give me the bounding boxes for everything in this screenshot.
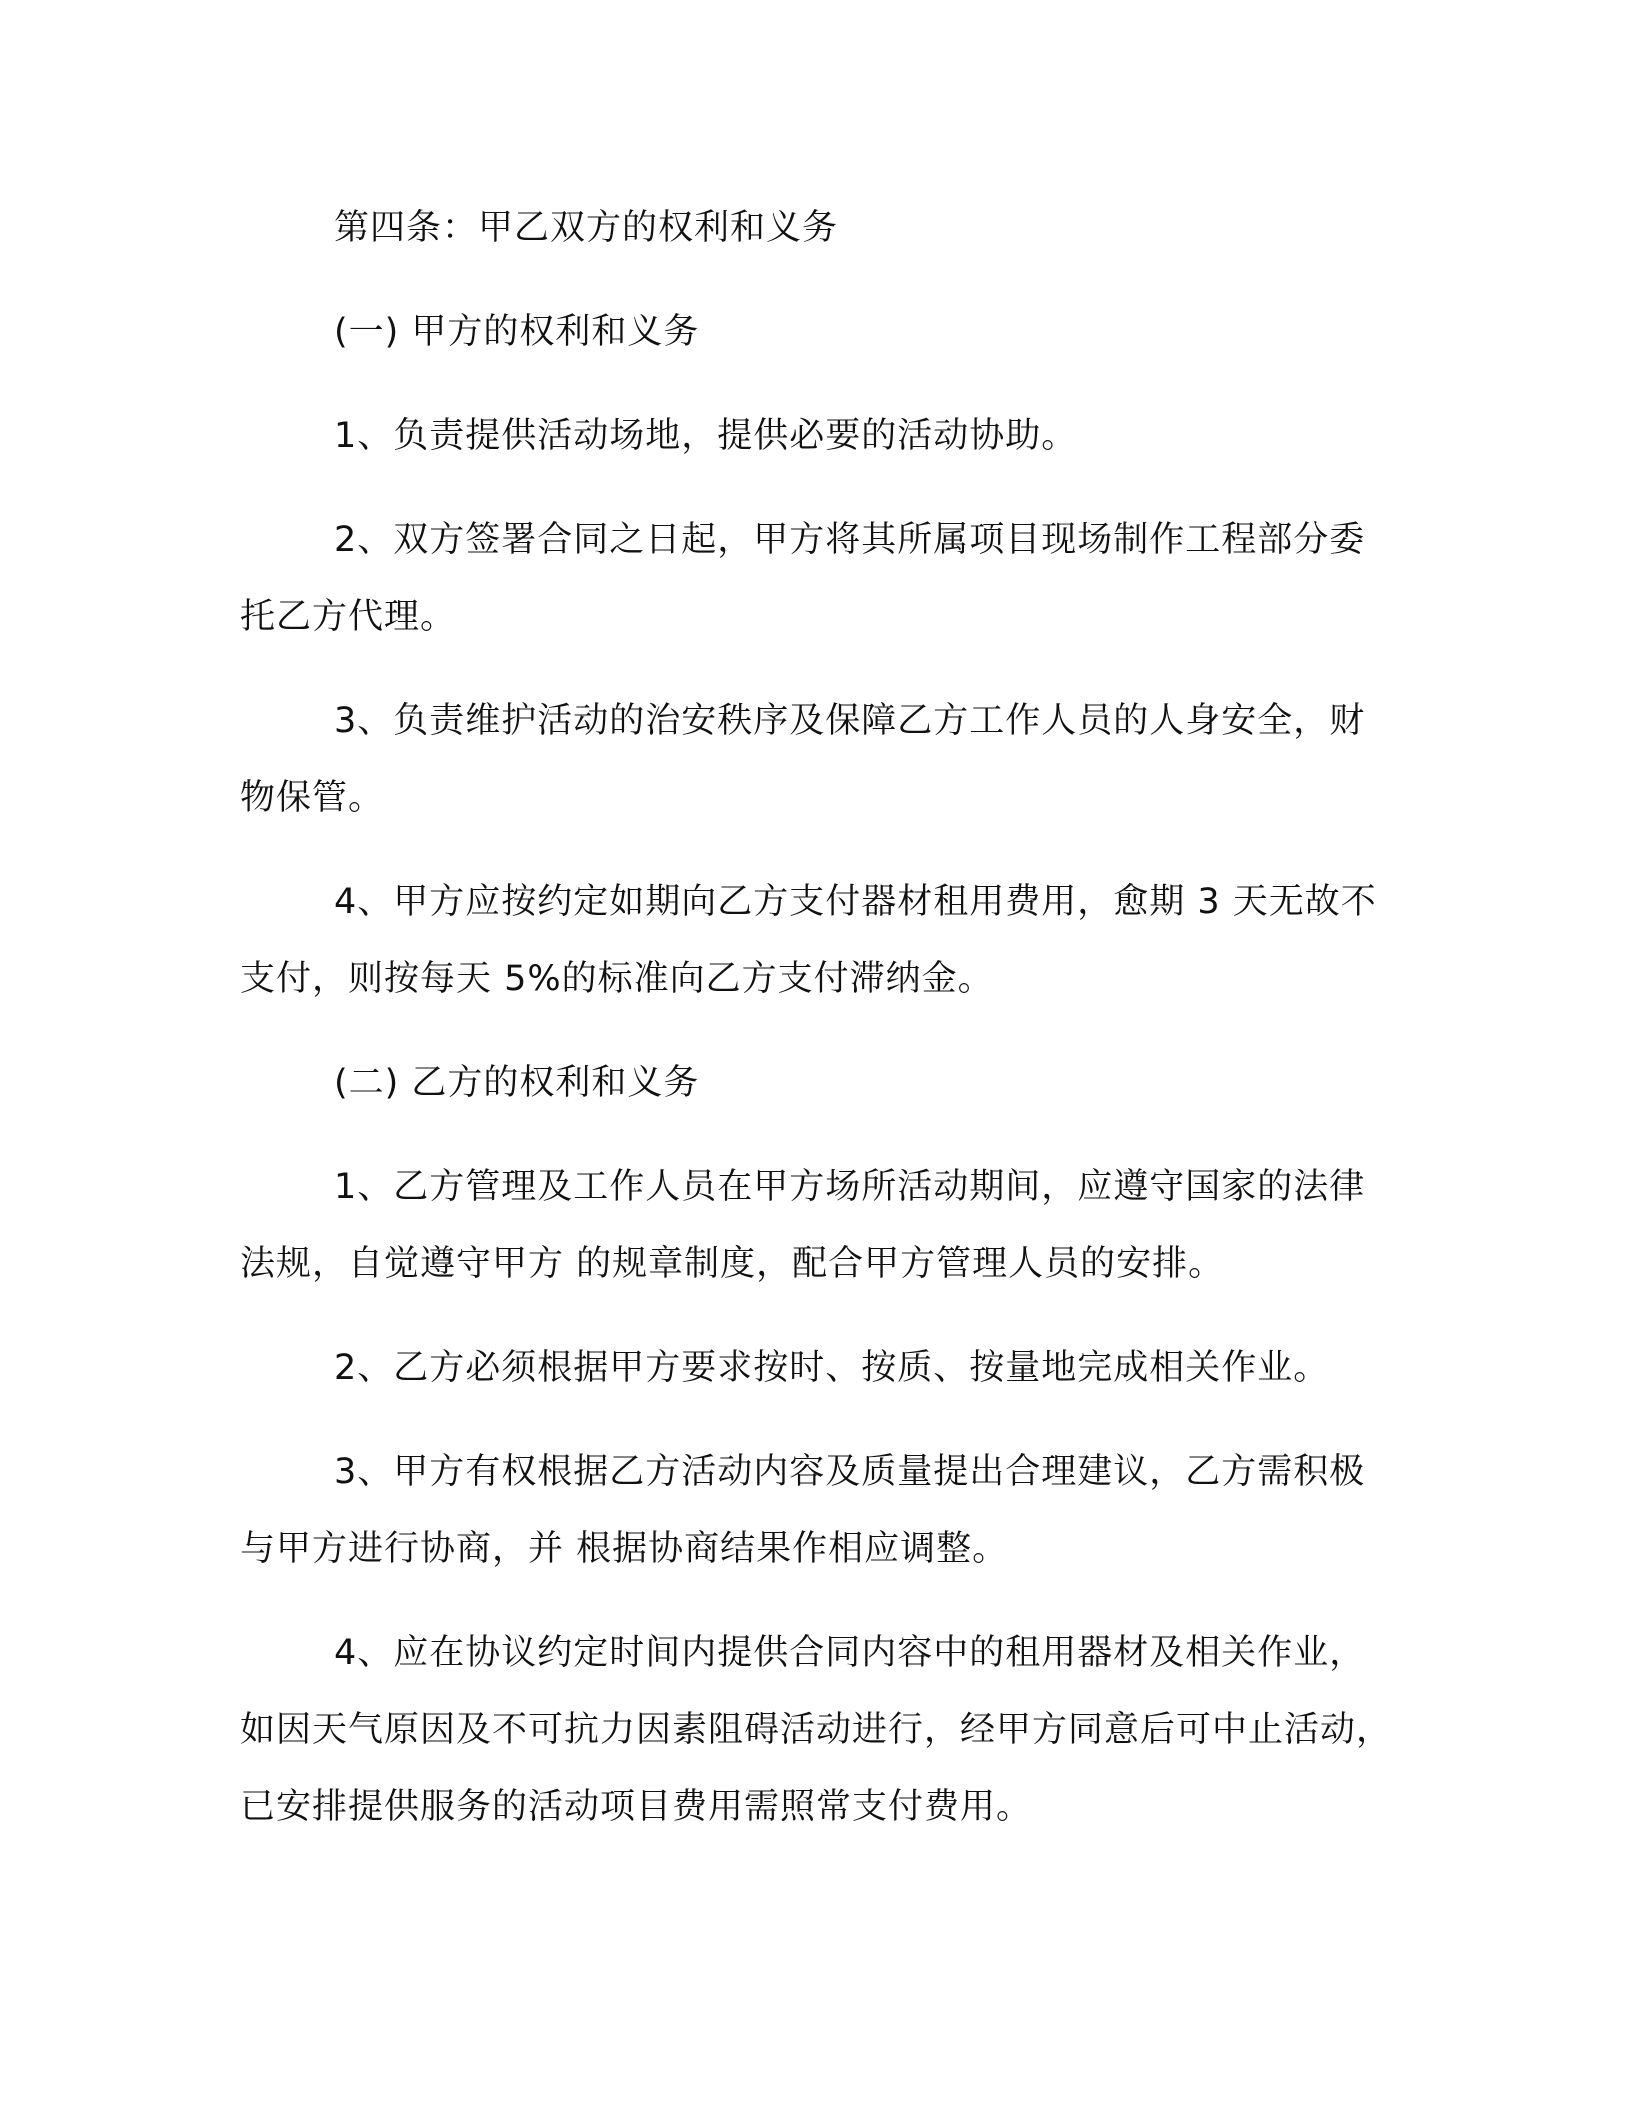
section-b-item-1: 1、乙方管理及工作人员在甲方场所活动期间，应遵守国家的法律法规，自觉遵守甲方 的规章制度，配合甲方管理人员的安排。 (240, 1167, 1366, 1284)
section-a-item-4: 4、甲方应按约定如期向乙方支付器材租用费用，愈期 3 天无故不支付，则按每天 5%的标准向乙方支付滞纳金。 (240, 882, 1377, 999)
document-body (240, 190, 1400, 1873)
article-heading: 第四条：甲乙双方的权利和义务 (334, 208, 839, 248)
section-b-heading: (二) 乙方的权利和义务 (334, 1063, 700, 1103)
section-b-item-4: 4、应在协议约定时间内提供合同内容中的租用器材及相关作业，如因天气原因及不可抗力因素阻碍活动进行，经甲方同意后可中止活动，已安排提供服务的活动项目费用需照常支付费用。 (240, 1633, 1393, 1827)
section-a-item-2: 2、双方签署合同之日起，甲方将其所属项目现场制作工程部分委托乙方代理。 (240, 520, 1366, 637)
section-b-item-3: 3、甲方有权根据乙方活动内容及质量提出合理建议，乙方需积极与甲方进行协商，并 根据协商结果作相应调整。 (240, 1452, 1366, 1569)
section-a-heading: (一) 甲方的权利和义务 (334, 312, 700, 352)
section-a-item-3: 3、负责维护活动的治安秩序及保障乙方工作人员的人身安全，财物保管。 (240, 701, 1366, 818)
section-b-item-2: 2、乙方必须根据甲方要求按时、按质、按量地完成相关作业。 (334, 1348, 1330, 1388)
section-a-item-1: 1、负责提供活动场地，提供必要的活动协助。 (334, 416, 1078, 456)
